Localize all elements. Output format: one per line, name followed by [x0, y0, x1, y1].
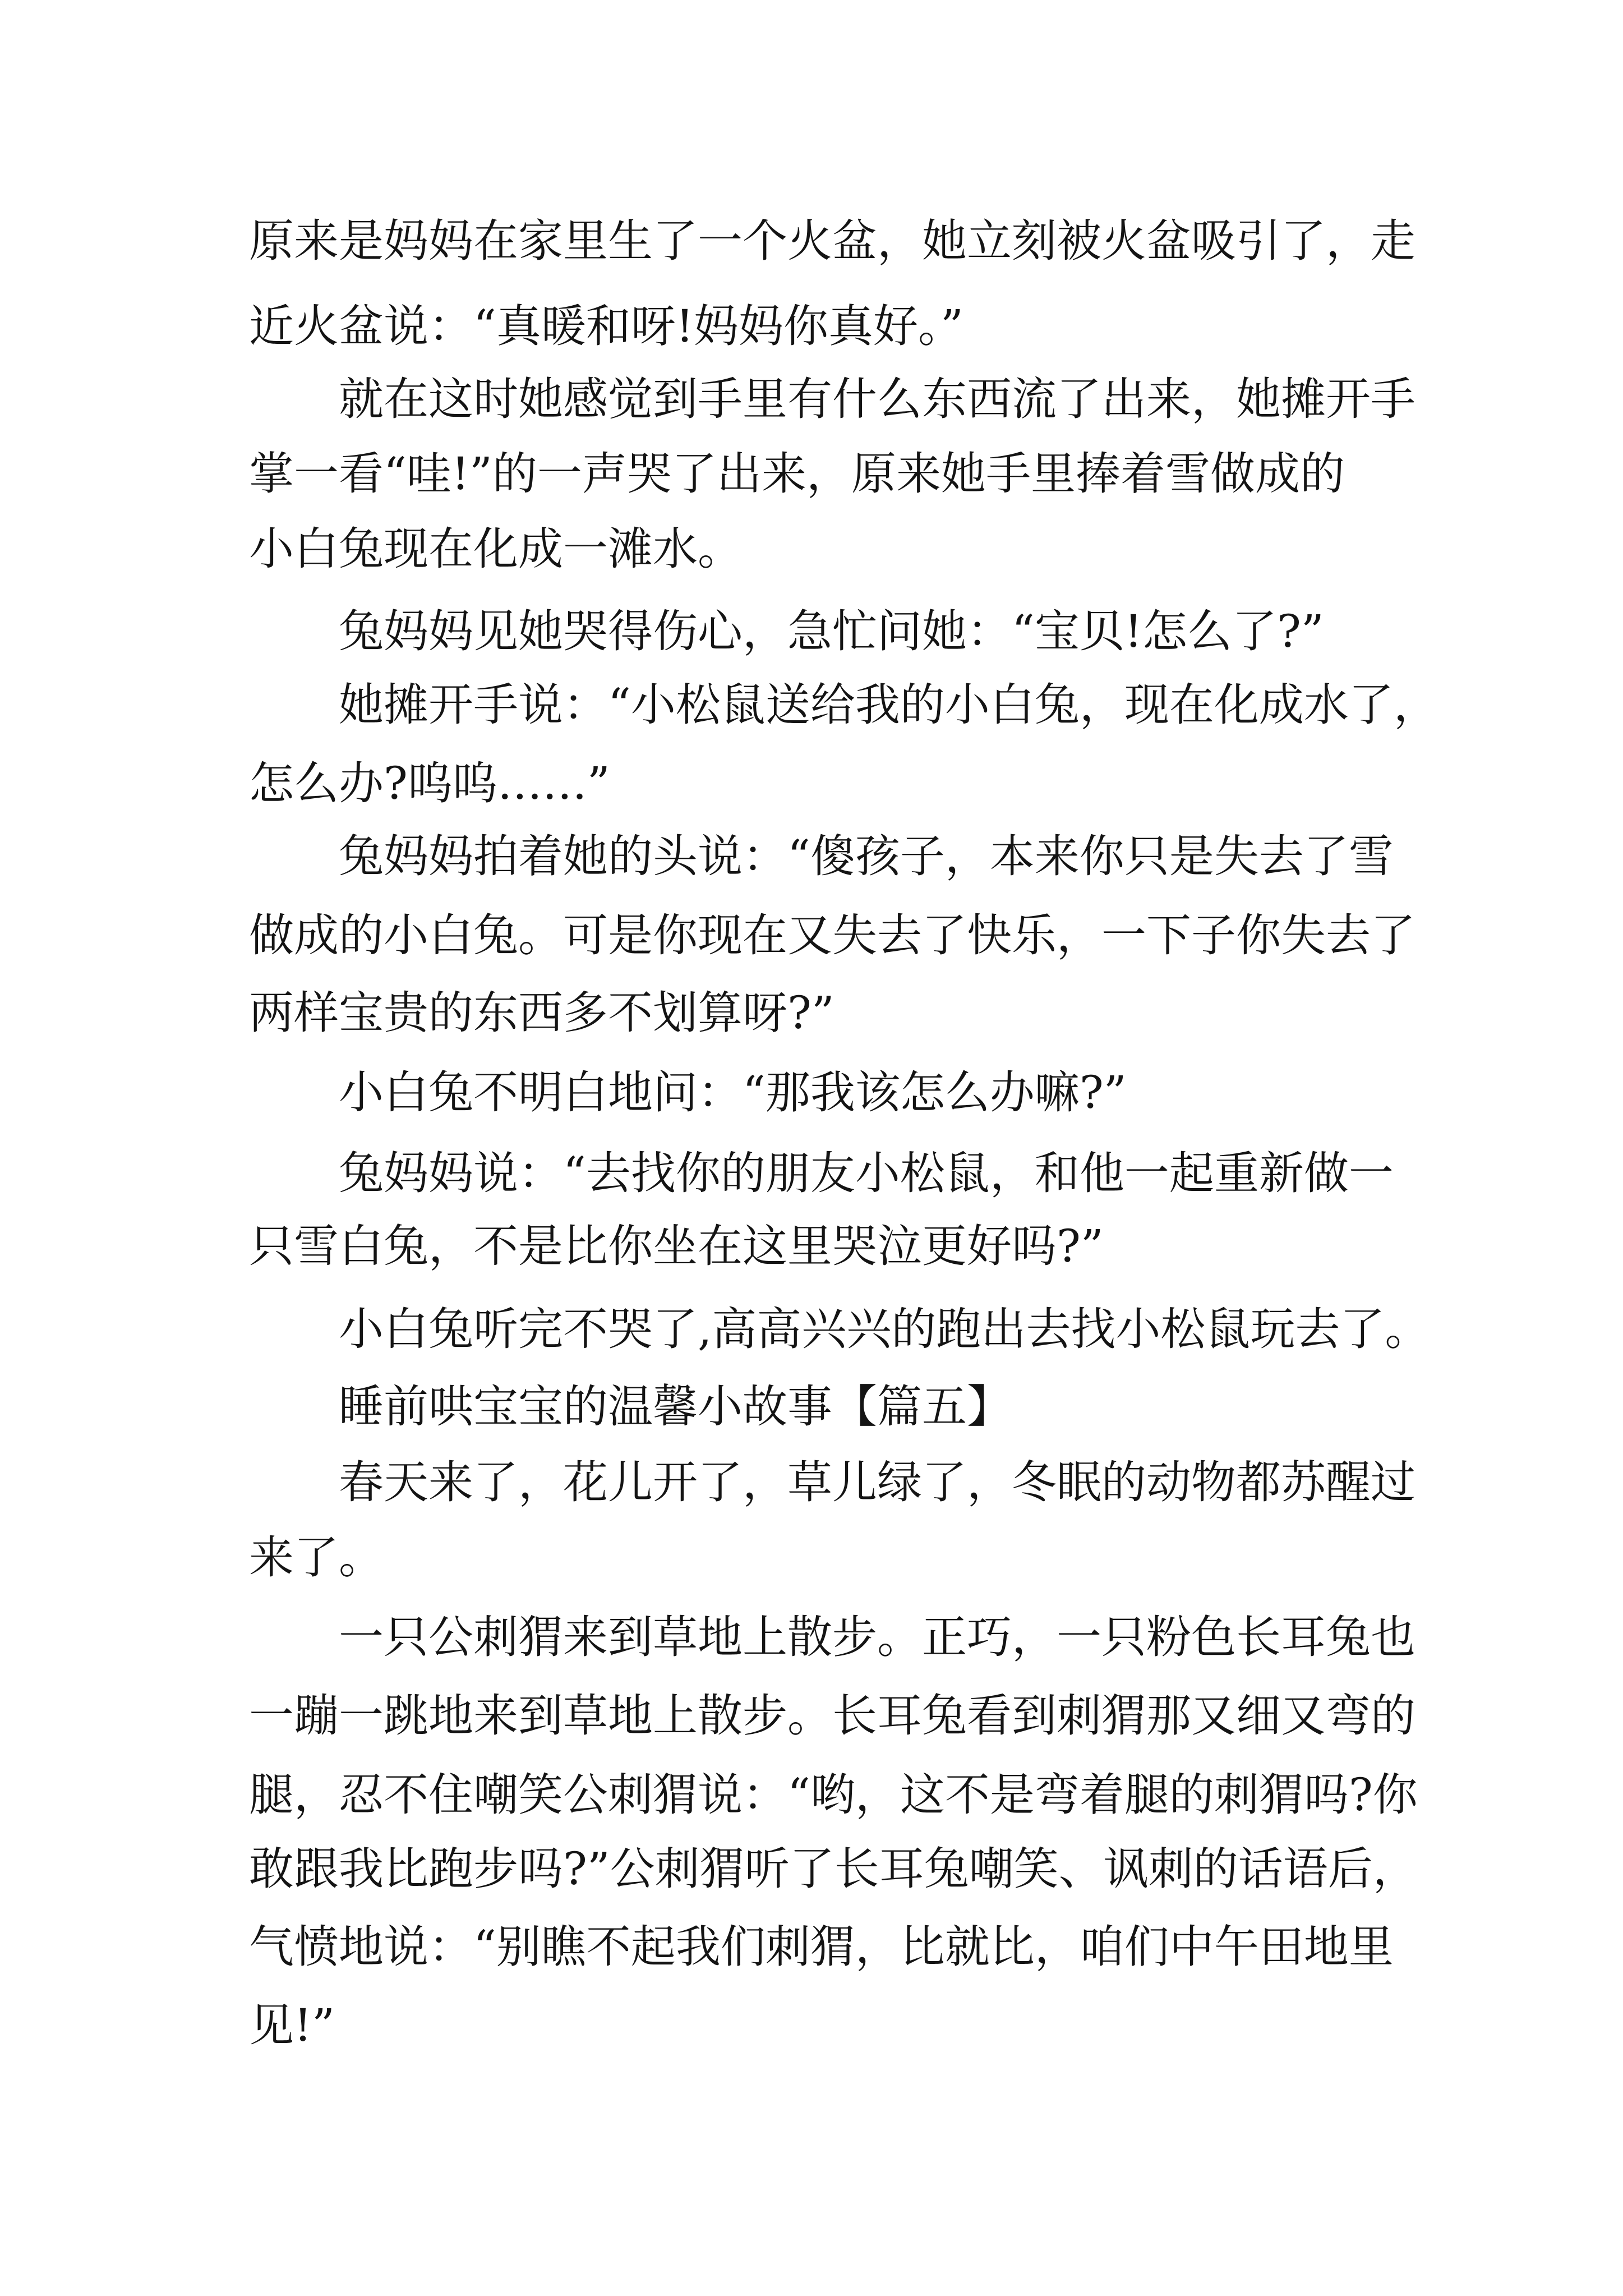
text-line: 两样宝贵的东西多不划算呀?” — [249, 987, 834, 1039]
text-line: 小白兔听完不哭了,高高兴兴的跑出去找小松鼠玩去了。 — [339, 1303, 1430, 1355]
text-line: 她摊开手说：“小松鼠送给我的小白兔，现在化成水了， — [339, 679, 1438, 731]
text-line: 一蹦一跳地来到草地上散步。长耳兔看到刺猬那又细又弯的 — [249, 1690, 1415, 1742]
text-line: 只雪白兔，不是比你坐在这里哭泣更好吗?” — [249, 1220, 1104, 1272]
section-heading: 睡前哄宝宝的温馨小故事【篇五】 — [339, 1381, 1012, 1433]
text-line: 气愤地说：“别瞧不起我们刺猬，比就比，咱们中午田地里 — [249, 1921, 1394, 1973]
text-line: 兔妈妈拍着她的头说：“傻孩子，本来你只是失去了雪 — [339, 830, 1394, 882]
text-line: 兔妈妈说：“去找你的朋友小松鼠，和他一起重新做一 — [339, 1147, 1394, 1199]
text-line: 兔妈妈见她哭得伤心，急忙问她：“宝贝!怎么了?” — [339, 605, 1324, 657]
text-line: 来了。 — [249, 1531, 384, 1584]
text-line: 做成的小白兔。可是你现在又失去了快乐，一下子你失去了 — [249, 909, 1415, 961]
text-line: 一只公刺猬来到草地上散步。正巧，一只粉色长耳兔也 — [339, 1611, 1415, 1663]
text-line: 腿，忍不住嘲笑公刺猬说：“哟，这不是弯着腿的刺猬吗?你 — [249, 1769, 1418, 1821]
text-line: 小白兔现在化成一滩水。 — [249, 523, 743, 575]
text-line: 掌一看“哇!”的一声哭了出来，原来她手里捧着雪做成的 — [249, 448, 1345, 500]
text-line: 就在这时她感觉到手里有什么东西流了出来，她摊开手 — [339, 373, 1415, 425]
text-line: 见!” — [249, 1999, 335, 2051]
text-line: 小白兔不明白地问：“那我该怎么办嘛?” — [339, 1066, 1127, 1119]
text-line: 春天来了，花儿开了，草儿绿了，冬眠的动物都苏醒过 — [339, 1456, 1415, 1508]
text-line: 原来是妈妈在家里生了一个火盆，她立刻被火盆吸引了，走 — [249, 215, 1415, 267]
text-line: 敢跟我比跑步吗?”公刺猬听了长耳兔嘲笑、讽刺的话语后， — [249, 1843, 1418, 1895]
text-line: 怎么办?呜呜……” — [249, 757, 610, 809]
text-line: 近火盆说：“真暖和呀!妈妈你真好。” — [249, 300, 963, 352]
